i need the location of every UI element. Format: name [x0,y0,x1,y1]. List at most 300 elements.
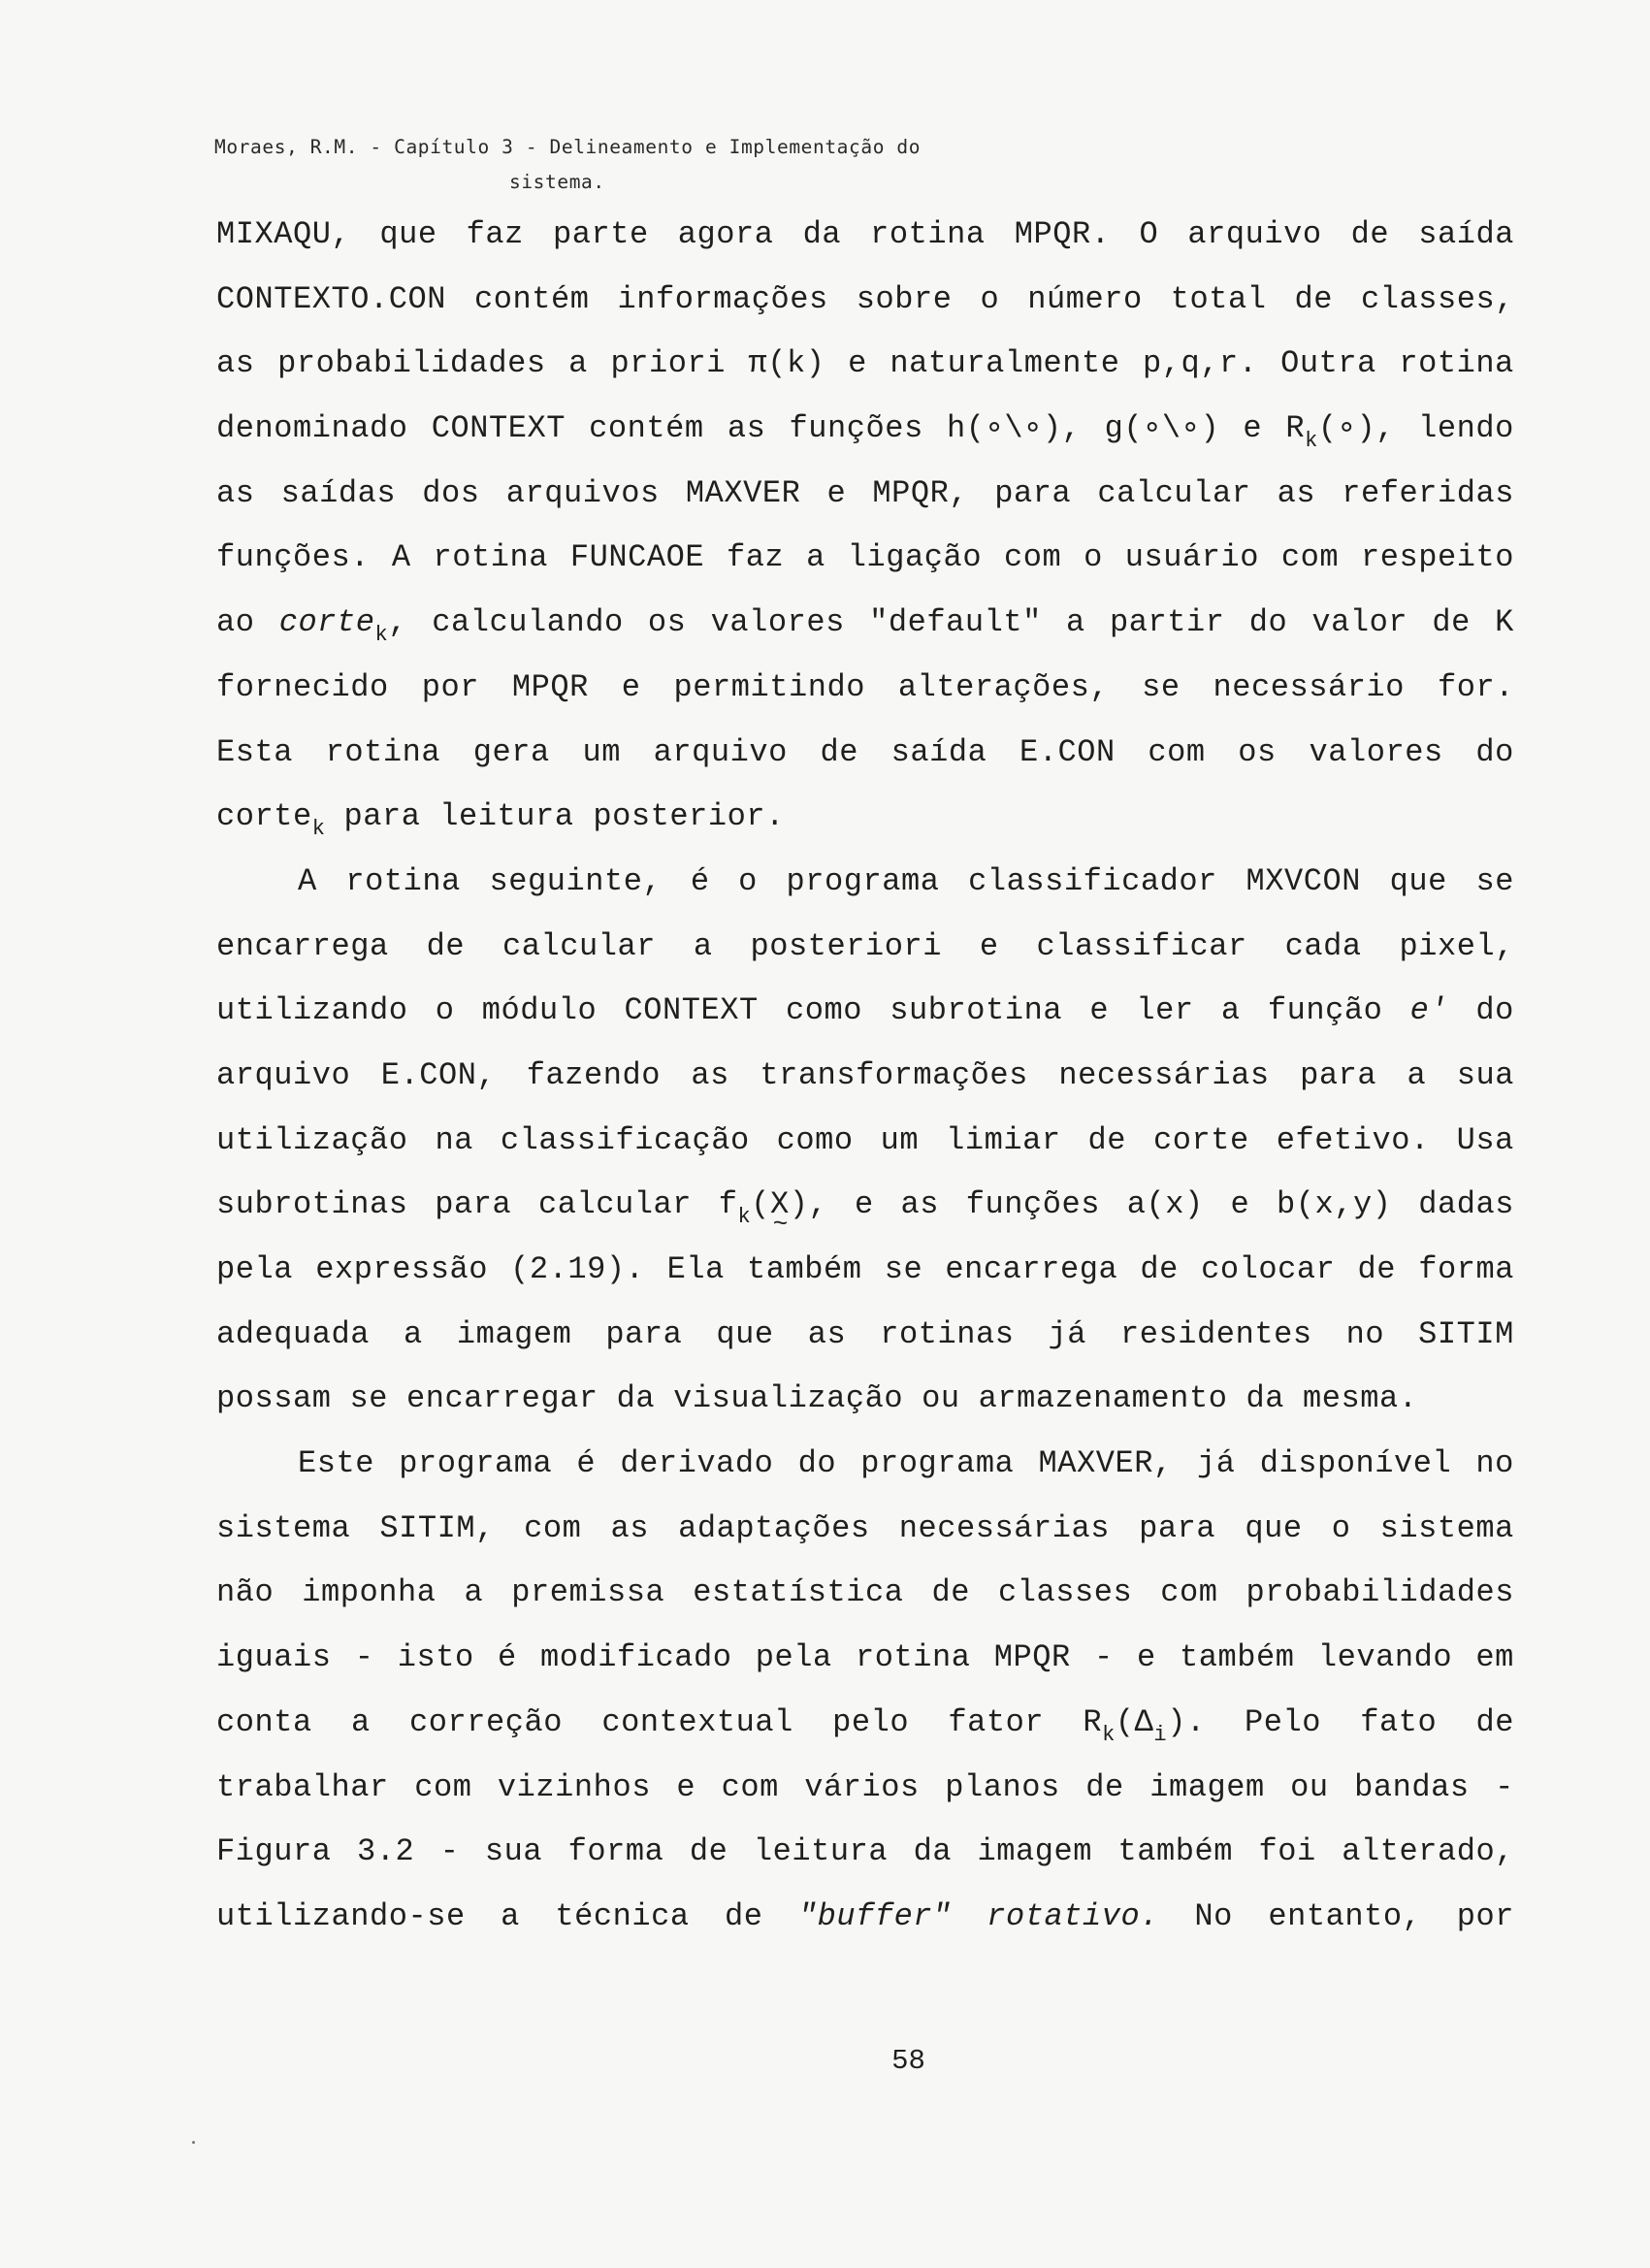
word: alterações, [897,668,1110,705]
word: isto [397,1639,474,1676]
word: probabilidades [1246,1574,1514,1611]
word: levando [1317,1639,1453,1676]
word: a [351,1703,371,1740]
word: a [1066,604,1085,641]
word: e [676,1768,696,1805]
word: é [498,1639,517,1676]
word: a [464,1574,484,1611]
formula-r-k: $R_k(\circ)$, [1285,410,1395,453]
text-line [216,342,1514,407]
word: A [298,862,317,899]
word: de [426,927,466,964]
word: visualização [673,1380,904,1417]
word: com [1160,1574,1218,1611]
word: de [1475,1703,1514,1740]
word: necessárias [898,1509,1111,1546]
word: forma [1418,1251,1514,1287]
word: parte [552,216,649,252]
word: encarrega [216,927,389,964]
word: utilizando-se [216,1897,466,1934]
word: da [616,1380,656,1417]
word: arquivo [1187,216,1322,252]
word: saída [890,733,987,770]
word: 3.2 [356,1833,415,1870]
word: a [1407,1056,1427,1093]
word: classificação [500,1121,750,1158]
word: o [1084,539,1103,576]
word: imponha [302,1574,437,1611]
word: com [1280,539,1340,576]
word: a [404,1315,423,1352]
word: na [435,1121,473,1158]
text-line [216,1766,1514,1831]
word: Esta [216,733,294,770]
word: fazendo [526,1056,661,1093]
word: o [1331,1509,1351,1546]
text-line [216,1571,1514,1636]
word: a(x) [1126,1186,1204,1223]
word: g(∘\∘) [1104,410,1220,447]
word: no [1345,1315,1385,1352]
text-line [216,407,1514,472]
word: contém [589,410,704,447]
word: os [1238,733,1277,770]
word: arquivo [653,733,788,770]
word: as [691,1056,729,1093]
word: módulo [481,992,598,1029]
word: h(∘\∘), [947,410,1082,447]
formula-f-k: $f_k(X$ ~), [719,1183,828,1226]
word: cada [1284,927,1362,964]
word: usuário [1124,539,1259,576]
word: SITIM, [379,1509,495,1546]
corte-k-term: corte$_k$, [278,604,407,648]
word: do [797,1445,837,1482]
word: Usa [1456,1121,1514,1158]
word: funções. [216,539,371,576]
word: residentes [1120,1315,1312,1352]
buffer-term: "buffer" [797,1897,952,1934]
word: alterado, [1342,1833,1514,1870]
word: da [802,216,842,252]
word: programa [399,1445,553,1482]
word: E.CON [1019,733,1116,770]
word: da [1246,1380,1284,1417]
header-line-1: Moraes, R.M. - Capítulo 3 - Delineamento e Implementação do [214,136,922,158]
word: se [1142,668,1181,705]
word: e [979,927,999,964]
word: com [414,1768,472,1805]
word: se [1475,862,1514,899]
word: possam [216,1380,332,1417]
word: as [727,410,766,447]
word: necessário [1213,668,1406,705]
word: iguais [216,1639,332,1676]
word: de [689,1833,728,1870]
word: com [721,1768,779,1805]
word: as [807,1315,847,1352]
word: derivado [620,1445,774,1482]
word: π(k) [748,345,825,382]
word: faz [727,539,785,576]
text-line [216,1183,1514,1248]
word: e [1230,1186,1250,1223]
word: funções [789,410,923,447]
word: de [1294,280,1333,317]
word: e [848,345,867,382]
word: o [738,862,758,899]
text-line [216,1636,1514,1701]
word: imagem [977,1833,1093,1870]
word: contém [474,280,590,317]
word: em [1475,1639,1514,1676]
word: calcular [1097,474,1251,511]
word: planos [945,1768,1060,1805]
word: utilização [216,1121,408,1158]
word: Pelo [1244,1703,1321,1740]
word: subrotina [890,992,1063,1029]
word: probabilidades [277,345,546,382]
word: "default" [869,604,1042,641]
word: é [576,1445,597,1482]
word: funções [965,1186,1101,1223]
word: respeito [1360,539,1514,576]
word: denominado [216,410,408,447]
word: - [1094,1639,1114,1676]
word: rotina [1399,345,1514,382]
word: CONTEXT [624,992,759,1029]
word: dos [422,474,480,511]
text-line [216,601,1514,666]
word: as [216,345,255,382]
word: posteriori [750,927,942,964]
word: pixel, [1399,927,1514,964]
word: armazenamento [978,1380,1228,1417]
text-line [216,666,1514,731]
word: também [1117,1833,1234,1870]
word: gera [472,733,550,770]
word: de [820,733,858,770]
word: da [913,1833,953,1870]
word: conta [216,1703,312,1740]
word: imagem [1149,1768,1265,1805]
word: for. [1437,668,1514,705]
word: a [693,927,713,964]
word: subrotinas [216,1186,408,1223]
word: bandas [1354,1768,1470,1805]
word: a [1220,992,1241,1029]
word: leitura [753,1833,889,1870]
word: saídas [280,474,397,511]
word: transformações [760,1056,1028,1093]
word: rotina [856,1639,971,1676]
word: valor [1311,604,1408,641]
word: de [1350,216,1390,252]
word: sistema [1379,1509,1514,1546]
word: por [1456,1897,1514,1934]
word: para [435,1186,512,1223]
word: que [1245,1509,1303,1546]
word: para [994,474,1072,511]
page-number: 58 [891,2045,925,2077]
word: fornecido [216,668,389,705]
word: rotinas [880,1315,1015,1352]
word: pela [755,1639,832,1676]
word: já [1196,1445,1236,1482]
word: do [1475,992,1514,1029]
word: - [354,1639,374,1676]
word: forma [567,1833,664,1870]
word: as [216,474,255,511]
word: se [349,1380,389,1417]
text-line [216,1831,1514,1895]
word: ou [1290,1768,1329,1805]
word: e [621,668,641,705]
text-line [216,278,1514,343]
word: utilizando [216,992,408,1029]
word: MPQR [511,668,589,705]
word: MPQR. [1014,216,1111,252]
header-line-2: sistema. [509,171,605,193]
word: referidas [1342,474,1514,511]
word: premissa [511,1574,665,1611]
word: as [900,1186,940,1223]
word: pelo [832,1703,910,1740]
word: classes [997,1574,1133,1611]
word: trabalhar [216,1768,389,1805]
word: calculando [432,604,624,641]
word: efetivo. [1276,1121,1430,1158]
word: permitindo [673,668,865,705]
word: dadas [1418,1186,1514,1223]
word: vários [804,1768,920,1805]
word: de [1085,1768,1124,1805]
word: encarregar [406,1380,599,1417]
text-line [216,925,1514,990]
word: valores [1309,733,1443,770]
word: MPQR, [872,474,969,511]
word: rotina [433,539,549,576]
word: com [524,1509,582,1546]
word: sobre [856,280,953,317]
word: - [1495,1768,1514,1805]
word: priori [610,345,726,382]
word: também [747,1251,862,1287]
word: SITIM [1418,1315,1514,1352]
text-line [216,1507,1514,1572]
word: classificador [968,862,1217,899]
text-line [216,1442,1514,1507]
word: total [1170,280,1267,317]
word: com [1148,733,1206,770]
word: as [610,1509,649,1546]
word: o [435,992,455,1029]
word: lendo [1418,410,1514,447]
word: ler [1136,992,1194,1029]
word: ou [922,1380,960,1417]
word: fator [948,1703,1045,1740]
text-line [216,1248,1514,1313]
word: e [826,474,847,511]
text-line [216,1313,1514,1378]
word: - [439,1833,460,1870]
word: K [1495,604,1514,641]
word: (2.19). [510,1251,645,1287]
word: MAXVER [685,474,801,511]
word: colocar [1201,1251,1336,1287]
word: como [786,992,863,1029]
word: CONTEXT [431,410,566,447]
text-line [216,472,1514,537]
word: para [1300,1056,1377,1093]
word: do [1475,733,1514,770]
word: e [1089,992,1110,1029]
text-line [216,1054,1514,1119]
text-line [216,1895,1514,1960]
text-line [216,795,1514,860]
word: CONTEXTO.CON [216,280,447,317]
word: e [855,1186,874,1223]
word: ligação [847,539,983,576]
word: que [379,216,437,252]
word: pela [216,1251,294,1287]
e-prime-term: e' [1409,992,1449,1029]
word: a [501,1897,520,1934]
word: corte [1152,1121,1249,1158]
word: foi [1258,1833,1316,1870]
word: para [1139,1509,1216,1546]
word: os [647,604,687,641]
word: No [1194,1897,1233,1934]
word: FUNCAOE [569,539,705,576]
word: Figura [216,1833,332,1870]
text-line [216,536,1514,601]
word: um [582,733,621,770]
word: com [1003,539,1062,576]
word: saída [1418,216,1514,252]
word: do [1248,604,1288,641]
word: MPQR [993,1639,1071,1676]
word: E.CON, [380,1056,497,1093]
text-line [216,731,1514,796]
word: de [1432,604,1471,641]
word: estatística [693,1574,904,1611]
word: de [1140,1251,1179,1287]
word: por [421,668,479,705]
word: Ela [666,1251,725,1287]
text-fragment: para leitura posterior. [343,798,785,835]
word: classificar [1036,927,1247,964]
word: no [1475,1445,1514,1482]
word: já [1048,1315,1087,1352]
word: número [1027,280,1143,317]
word: de [1357,1251,1397,1287]
word: rotina [345,862,461,899]
corte-k-term: corte$_k$ [216,798,326,842]
word: mesma. [1302,1380,1418,1417]
word: como [776,1121,854,1158]
word: Este [298,1445,375,1482]
word: valores [710,604,845,641]
word: expressão [315,1251,488,1287]
word: informações [617,280,828,317]
word: sua [1456,1056,1514,1093]
word: classes, [1360,280,1514,317]
word: não [216,1574,275,1611]
word: limiar [946,1121,1061,1158]
word: que [716,1315,774,1352]
word: um [880,1121,920,1158]
word: sistema [216,1509,351,1546]
word: agora [677,216,774,252]
word: de [931,1574,970,1611]
word: rotina [870,216,986,252]
word: seguinte, [489,862,663,899]
word: correção [409,1703,564,1740]
word: programa [786,862,940,899]
scan-speck [192,2141,195,2144]
word: necessárias [1058,1056,1270,1093]
text-line [216,1701,1514,1766]
word: p,q,r. [1143,345,1258,382]
word: calcular [537,1186,693,1223]
running-header [214,130,921,200]
word: O [1139,216,1159,252]
word: ao [216,604,255,641]
word: adequada [216,1315,371,1352]
word: adaptações [678,1509,870,1546]
word: calcular [501,927,657,964]
word: entanto, [1268,1897,1422,1934]
word: que [1389,862,1447,899]
word: de [724,1897,763,1934]
word: se [884,1251,923,1287]
word: programa [860,1445,1015,1482]
word: MAXVER, [1038,1445,1173,1482]
word: arquivo [216,1056,351,1093]
word: é [690,862,710,899]
word: MIXAQU, [216,216,351,252]
word: contextual [601,1703,793,1740]
text-line [216,1377,1514,1442]
word: naturalmente [890,345,1120,382]
word: b(x,y) [1276,1186,1392,1223]
word: imagem [456,1315,572,1352]
word: partir [1110,604,1225,641]
word: a [806,539,825,576]
word: para [605,1315,683,1352]
word: vizinhos [497,1768,651,1805]
word: as [1277,474,1316,511]
word: arquivos [505,474,660,511]
word: função [1267,992,1383,1029]
word: rotina [325,733,441,770]
word: A [391,539,411,576]
text-line [216,989,1514,1054]
word: e [1137,1639,1156,1676]
word: também [1180,1639,1295,1676]
word: a [568,345,588,382]
text-line [216,860,1514,925]
body-text [216,213,1514,1960]
word: sua [484,1833,543,1870]
word: e [1243,410,1263,447]
word: fato [1360,1703,1438,1740]
word: Outra [1280,345,1376,382]
word: modificado [540,1639,732,1676]
text-line [216,213,1514,278]
rotativo-term: rotativo. [987,1897,1160,1934]
